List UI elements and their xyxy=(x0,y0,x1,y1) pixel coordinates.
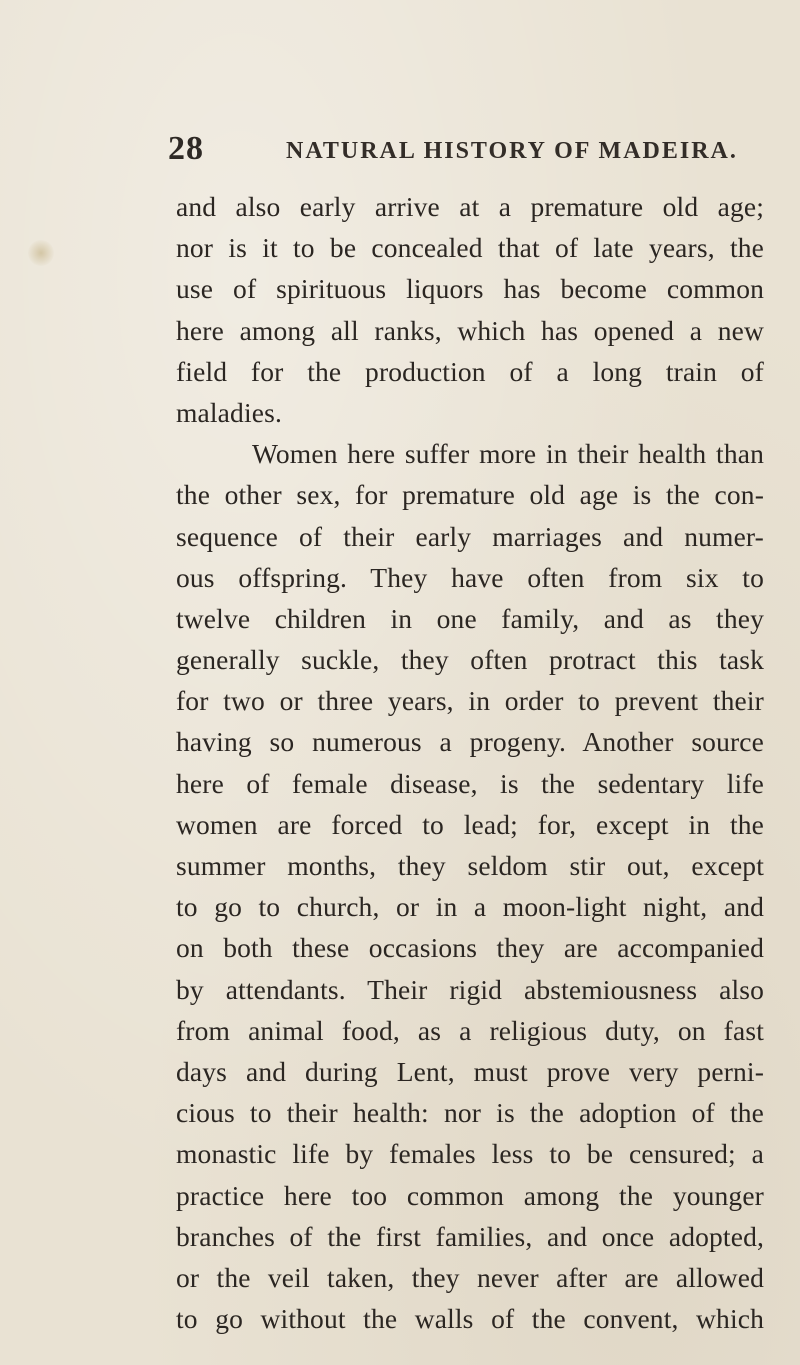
paragraph-2 xyxy=(176,433,764,1339)
text-line: women are forced to lead; for, except in the xyxy=(176,808,764,840)
text-line: from animal food, as a religious duty, on fast xyxy=(176,1014,764,1046)
text-line: generally suckle, they often protract this task xyxy=(176,644,764,676)
paragraph-1 xyxy=(176,186,764,433)
text-line: for two or three years, in order to prevent their xyxy=(176,685,764,717)
text-line: monastic life by females less to be censured; a xyxy=(176,1138,764,1170)
text-line: on both these occasions they are accompanied xyxy=(176,932,764,964)
text-line: and also early arrive at a premature old age; xyxy=(176,191,764,222)
text-line: here among all ranks, which has opened a new xyxy=(176,314,764,346)
text-line: use of spirituous liquors has become common xyxy=(176,273,764,305)
text-line: summer months, they seldom stir out, except xyxy=(176,850,764,881)
paper-stain xyxy=(28,240,54,266)
page-number: 28 xyxy=(168,130,204,167)
body-text xyxy=(176,186,764,1339)
text-line: having so numerous a progeny. Another source xyxy=(176,726,764,758)
text-line: to go without the walls of the convent, which xyxy=(176,1303,764,1335)
text-line: or the veil taken, they never after are allowed xyxy=(176,1261,764,1293)
text-line: by attendants. Their rigid abstemiousness also xyxy=(176,973,764,1005)
text-line: cious to their health: nor is the adoption of the xyxy=(176,1097,764,1129)
text-line: maladies. xyxy=(176,396,282,428)
page-header xyxy=(168,130,768,170)
text-line: Women here suffer more in their health than xyxy=(252,438,764,470)
text-line: practice here too common among the younger xyxy=(176,1179,764,1211)
text-line: here of female disease, is the sedentary life xyxy=(176,767,764,799)
text-line: days and during Lent, must prove very perni- xyxy=(176,1055,764,1087)
text-line: nor is it to be concealed that of late years, the xyxy=(176,232,764,264)
text-line: branches of the first families, and once adopted, xyxy=(176,1220,764,1252)
text-line: twelve children in one family, and as they xyxy=(176,602,764,634)
text-line: field for the production of a long train of xyxy=(176,355,764,387)
text-line: the other sex, for premature old age is the con- xyxy=(176,479,764,511)
text-line: ous offspring. They have often from six to xyxy=(176,561,764,593)
running-title: NATURAL HISTORY OF MADEIRA. xyxy=(286,138,738,164)
text-line: sequence of their early marriages and numer- xyxy=(176,520,764,552)
text-line: to go to church, or in a moon-light night, and xyxy=(176,891,764,923)
